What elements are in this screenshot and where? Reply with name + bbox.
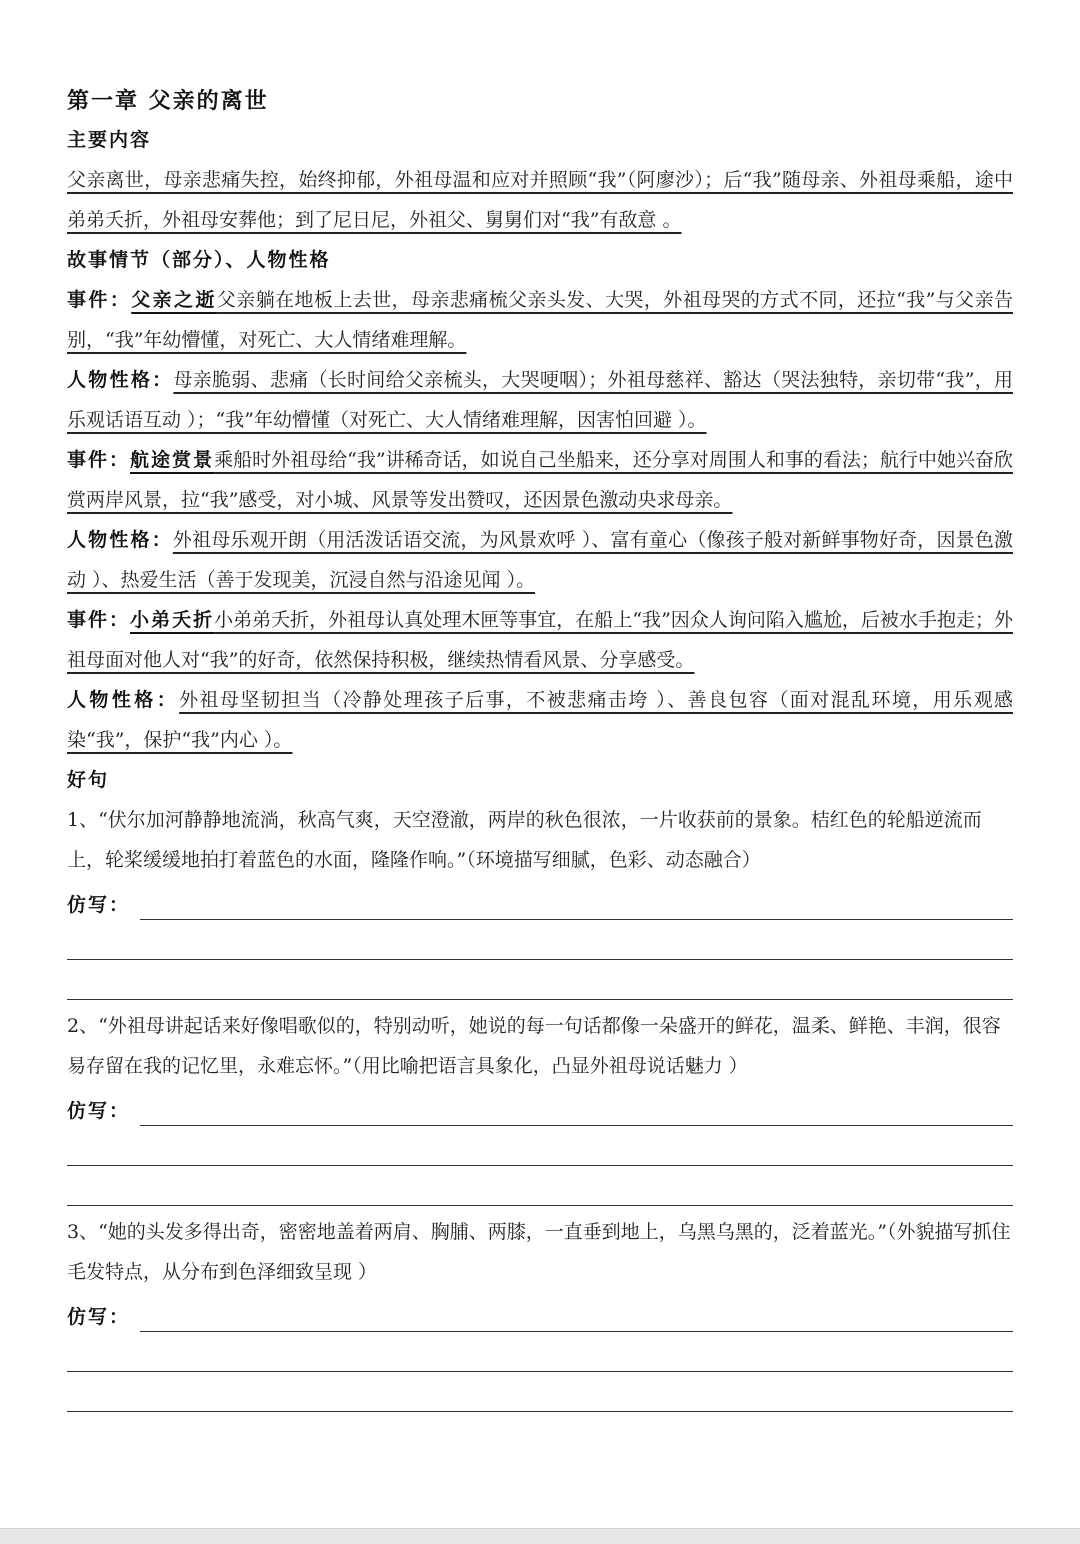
event-label: 事件：: [67, 449, 131, 471]
imitate-label: 仿写：: [67, 1306, 131, 1328]
event-label: 事件：: [67, 289, 132, 311]
event-title: 小弟夭折: [130, 609, 215, 631]
good-sentence-1: 1、“伏尔加河静静地流淌，秋高气爽，天空澄澈，两岸的秋色很浓，一片收获前的景象。桔红色的轮船逆流而上，轮桨缓缓地拍打着蓝色的水面，隆隆作响。”（环境描写细腻，色彩、动态融合）: [67, 809, 982, 871]
plot-heading: 故事情节（部分）、人物性格: [67, 249, 331, 271]
event-3: [67, 600, 1013, 680]
writing-line[interactable]: [67, 960, 1013, 1000]
event-title: 航途赏景: [130, 449, 215, 471]
worksheet-content: [67, 84, 1013, 1412]
good-sentences-heading: 好句: [67, 769, 110, 791]
event-text: 乘船时外祖母给“我”讲稀奇话，如说自己坐船来，还分享对周围人和事的看法；航行中她兴奋欣赏两岸风景，拉“我”感受，对小城、风景等发出赞叹，还因景色激动央求母亲。: [67, 449, 1013, 511]
traits-2: [67, 520, 1013, 600]
trait-label: 人物性格：: [67, 369, 174, 391]
event-text: 父亲躺在地板上去世，母亲悲痛梳父亲头发、大哭，外祖母哭的方式不同，还拉“我”与父亲告别，“我”年幼懵懂，对死亡、大人情绪难理解。: [67, 289, 1013, 351]
chapter-title: 第一章 父亲的离世: [67, 89, 269, 114]
imitate-row: [67, 1292, 1013, 1332]
trait-label: 人物性格：: [67, 689, 180, 711]
writing-line[interactable]: [67, 1126, 1013, 1166]
traits-3: [67, 680, 1013, 760]
writing-line[interactable]: [140, 1305, 1013, 1332]
main-content-heading: 主要内容: [67, 129, 152, 151]
event-text: 小弟弟夭折，外祖母认真处理木匣等事宜，在船上“我”因众人询问陷入尴尬，后被水手抱走；外祖母面对他人对“我”的好奇，依然保持积极，继续热情看风景、分享感受。: [67, 609, 1013, 671]
imitate-label: 仿写：: [67, 894, 131, 916]
trait-text: 外祖母坚韧担当（冷静处理孩子后事，不被悲痛击垮 ）、善良包容（面对混乱环境，用乐观感染“我”，保护“我”内心 ）。: [67, 689, 1013, 751]
event-label: 事件：: [67, 609, 131, 631]
event-2: [67, 440, 1013, 520]
trait-text: 母亲脆弱、悲痛（长时间给父亲梳头，大哭哽咽）；外祖母慈祥、豁达（哭法独特，亲切带“我”，用乐观话语互动 ）；“我”年幼懵懂（对死亡、大人情绪难理解，因害怕回避 ）。: [67, 369, 1013, 431]
event-1: [67, 280, 1013, 360]
main-content-text: 父亲离世，母亲悲痛失控，始终抑郁，外祖母温和应对并照顾“我”（阿廖沙）；后“我”随母亲、外祖母乘船，途中弟弟夭折，外祖母安葬他；到了尼日尼，外祖父、舅舅们对“我”有敌意 。: [67, 169, 1013, 231]
writing-line[interactable]: [140, 1099, 1013, 1126]
trait-label: 人物性格：: [67, 529, 173, 551]
page-bottom-edge: [0, 1528, 1080, 1544]
writing-line[interactable]: [67, 1166, 1013, 1206]
trait-text: 外祖母乐观开朗（用活泼话语交流，为风景欢呼 ）、富有童心（像孩子般对新鲜事物好奇，因景色激动 ）、热爱生活（善于发现美，沉浸自然与沿途见闻 ）。: [67, 529, 1013, 591]
imitate-label: 仿写：: [67, 1100, 131, 1122]
good-sentence-3: 3、“她的头发多得出奇，密密地盖着两肩、胸脯、两膝，一直垂到地上，乌黑乌黑的，泛着蓝光。”（外貌描写抓住毛发特点，从分布到色泽细致呈现 ）: [67, 1221, 1011, 1283]
writing-line[interactable]: [67, 1332, 1013, 1372]
writing-line[interactable]: [67, 1372, 1013, 1412]
good-sentence-2: 2、“外祖母讲起话来好像唱歌似的，特别动听，她说的每一句话都像一朵盛开的鲜花，温柔、鲜艳、丰润，很容易存留在我的记忆里，永难忘怀。”（用比喻把语言具象化，凸显外祖母说话魅力 ）: [67, 1015, 1001, 1077]
traits-1: [67, 360, 1013, 440]
writing-line[interactable]: [67, 920, 1013, 960]
event-title: 父亲之逝: [131, 289, 217, 311]
writing-line[interactable]: [140, 893, 1013, 920]
imitate-row: [67, 880, 1013, 920]
imitate-row: [67, 1086, 1013, 1126]
